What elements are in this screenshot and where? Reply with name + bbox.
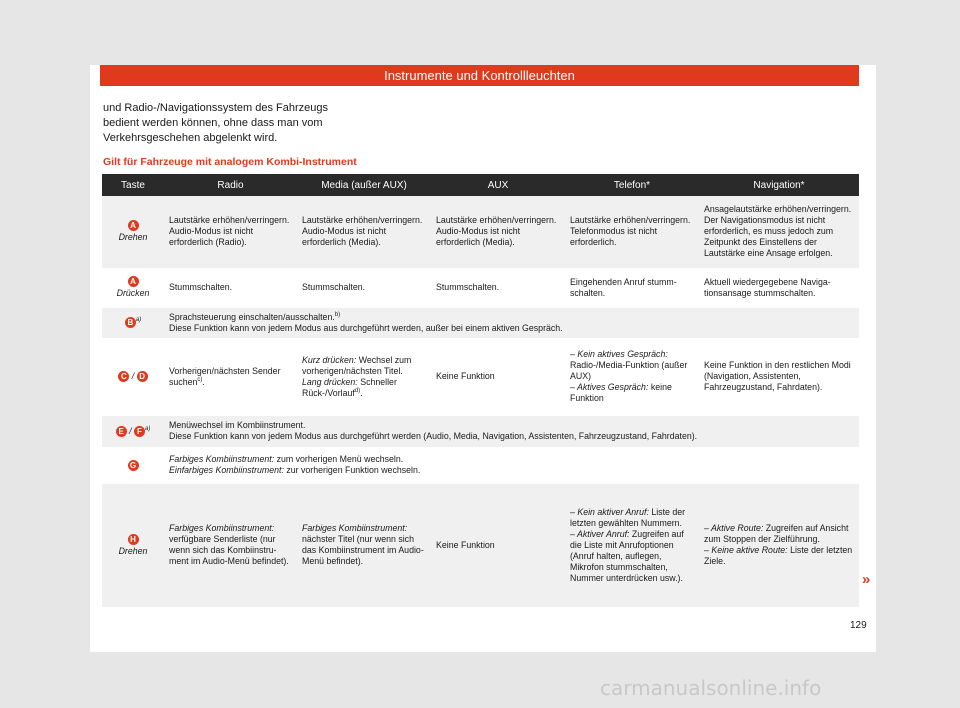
merged-cell [164, 414, 859, 448]
media-cell: Lautstärke erhöhen/verringern. Audio-Modus ist nicht erforderlich (Media). [297, 196, 431, 269]
telefon-cell [565, 482, 699, 608]
telefon-cell [565, 339, 699, 414]
table-row [102, 269, 859, 306]
intro-text: und Radio-/Navigationssystem des Fahrzeugs bedient werden können, ohne dass man vom Verkehrsgeschehen abgelenkt wird. [103, 102, 329, 144]
col-header-aux: AUX [431, 174, 565, 196]
cell-label: Kurz drücken: [302, 354, 357, 365]
button-e-icon: E [116, 426, 127, 437]
navigation-cell: Keine Funktion in den restlichen Modi (Navigation, Assistenten, Fahrzeugzustand, Fahrdaten). [699, 339, 859, 414]
cell-text: Radio-/Media-Funktion (außer AUX) [570, 360, 688, 381]
radio-cell: Lautstärke erhöhen/verringern. Audio-Modus ist nicht erforderlich (Radio). [164, 196, 297, 269]
navigation-cell [699, 482, 859, 608]
cell-line: Menüwechsel im Kombiinstrument. [169, 420, 306, 430]
button-a-icon: A [128, 276, 139, 287]
aux-cell: Lautstärke erhöhen/verringern. Audio-Modus ist nicht erforderlich (Media). [431, 196, 565, 269]
table-row [102, 196, 859, 269]
section-title: Gilt für Fahrzeuge mit analogem Kombi-Instrument [103, 156, 357, 168]
telefon-cell: Eingehenden Anruf stummschalten. [565, 269, 699, 306]
cell-text: Liste der letzten Ziele. [704, 545, 853, 566]
page-number: 129 [850, 620, 867, 631]
cell-label: – Aktive Route: [704, 523, 764, 533]
aux-cell: Keine Funktion [431, 339, 565, 414]
navigation-cell: Aktuell wiedergegebene Navigationsansage stummschalten. [699, 269, 859, 306]
footnote-ref: b) [334, 311, 341, 318]
continue-arrow-icon: » [862, 571, 871, 588]
cell-label: Lang drücken: [302, 376, 358, 387]
col-header-taste: Taste [102, 174, 164, 196]
cell-label: – Keine aktive Route: [704, 545, 788, 555]
cell-text: Wechsel zum vorherigen/nächsten Titel. [302, 354, 412, 376]
cell-text: Zugreifen auf die Liste mit Anrufoptionen (Anruf halten, auflegen, Mikrofon stummschalten, Nummer unterdrücken usw.). [570, 528, 684, 583]
merged-cell [164, 306, 859, 339]
cell-text: Schneller Rück-/Vorlauf [302, 376, 397, 398]
key-cell [102, 448, 164, 482]
radio-cell [164, 339, 297, 414]
key-cell [102, 196, 164, 269]
aux-cell: Stummschalten. [431, 269, 565, 306]
footnote-ref: d) [354, 387, 361, 394]
cell-label: Einfarbiges Kombiinstrument: [169, 465, 284, 475]
key-cell [102, 482, 164, 608]
table-row [102, 306, 859, 339]
table-row [102, 448, 859, 482]
col-header-media: Media (außer AUX) [297, 174, 431, 196]
cell-text: zum vorherigen Menü wechseln. [274, 454, 404, 464]
button-b-icon: B [125, 317, 136, 328]
key-action: Drücken [116, 288, 150, 298]
button-d-icon: D [137, 371, 148, 382]
page-header: Instrumente und Kontrollleuchten [100, 65, 859, 86]
controls-table [102, 174, 859, 610]
telefon-cell: Lautstärke erhöhen/verringern. Telefonmodus ist nicht erforderlich. [565, 196, 699, 269]
footnote-ref: c) [197, 376, 203, 383]
cell-label: – Aktives Gespräch: [570, 382, 649, 392]
cell-text: Vorherigen/nächsten Sender suchen [169, 365, 281, 387]
cell-text: Zugreifen auf Ansicht zum Stoppen der Zielführung. [704, 523, 849, 544]
cell-text: zur vorherigen Funktion wechseln. [283, 465, 421, 475]
button-a-icon: A [128, 220, 139, 231]
cell-text: . [360, 387, 363, 398]
media-cell [297, 339, 431, 414]
merged-cell [164, 448, 859, 482]
cell-line: Diese Funktion kann von jedem Modus aus durchgeführt werden, außer bei einem aktiven Gespräch. [169, 322, 563, 333]
aux-cell: Keine Funktion [431, 482, 565, 608]
watermark: carmanualsonline.info [600, 676, 822, 700]
media-cell [297, 482, 431, 608]
cell-text: Liste der letzten gewählten Nummern. [570, 506, 686, 528]
cell-line: Diese Funktion kann von jedem Modus aus durchgeführt werden (Audio, Media, Navigation, Assistenten, Fahrzeugzustand, Fahrdaten). [169, 431, 698, 441]
button-g-icon: G [128, 460, 139, 471]
cell-label: – Kein aktives Gespräch: [570, 349, 668, 359]
col-header-telefon: Telefon* [565, 174, 699, 196]
cell-label: Farbiges Kombiinstrument: [302, 523, 408, 533]
cell-text: verfügbare Senderliste (nur wenn sich das Kombiinstrument im Audio-Menü befindet). [169, 534, 289, 566]
navigation-cell: Ansagelautstärke erhöhen/verringern. Der Navigationsmodus ist nicht erforderlich, es muss jedoch zum Zeitpunkt des Einstellens der Lautstärke eine Ansage erfolgen. [699, 196, 859, 269]
table-row [102, 339, 859, 414]
key-cell [102, 414, 164, 448]
table-row [102, 482, 859, 608]
button-h-icon: H [128, 534, 139, 545]
button-f-icon: F [134, 426, 145, 437]
cell-text: . [202, 376, 205, 387]
media-cell: Stummschalten. [297, 269, 431, 306]
cell-text: nächster Titel (nur wenn sich das Kombiinstrument im Audio-Menü befindet). [302, 534, 424, 566]
button-c-icon: C [118, 371, 129, 382]
cell-line: Sprachsteuerung einschalten/ausschalten. [169, 311, 335, 322]
cell-label: – Aktiver Anruf: [570, 528, 630, 539]
cell-text: keine Funktion [570, 382, 672, 403]
col-header-navigation: Navigation* [699, 174, 859, 196]
key-action: Drehen [118, 232, 148, 243]
cell-label: Farbiges Kombiinstrument: [169, 523, 275, 533]
key-separator: / [126, 425, 134, 436]
cell-label: Farbiges Kombiinstrument: [169, 454, 275, 464]
key-cell [102, 269, 164, 306]
cell-label: – Kein aktiver Anruf: [570, 506, 649, 517]
radio-cell [164, 482, 297, 608]
key-separator: / [129, 371, 137, 381]
table-row [102, 414, 859, 448]
col-header-radio: Radio [164, 174, 297, 196]
table-header-row [102, 174, 859, 196]
radio-cell: Stummschalten. [164, 269, 297, 306]
footnote-ref: a) [135, 317, 142, 324]
key-cell [102, 306, 164, 339]
footnote-ref: a) [145, 425, 151, 432]
key-cell [102, 339, 164, 414]
key-action: Drehen [118, 545, 148, 556]
